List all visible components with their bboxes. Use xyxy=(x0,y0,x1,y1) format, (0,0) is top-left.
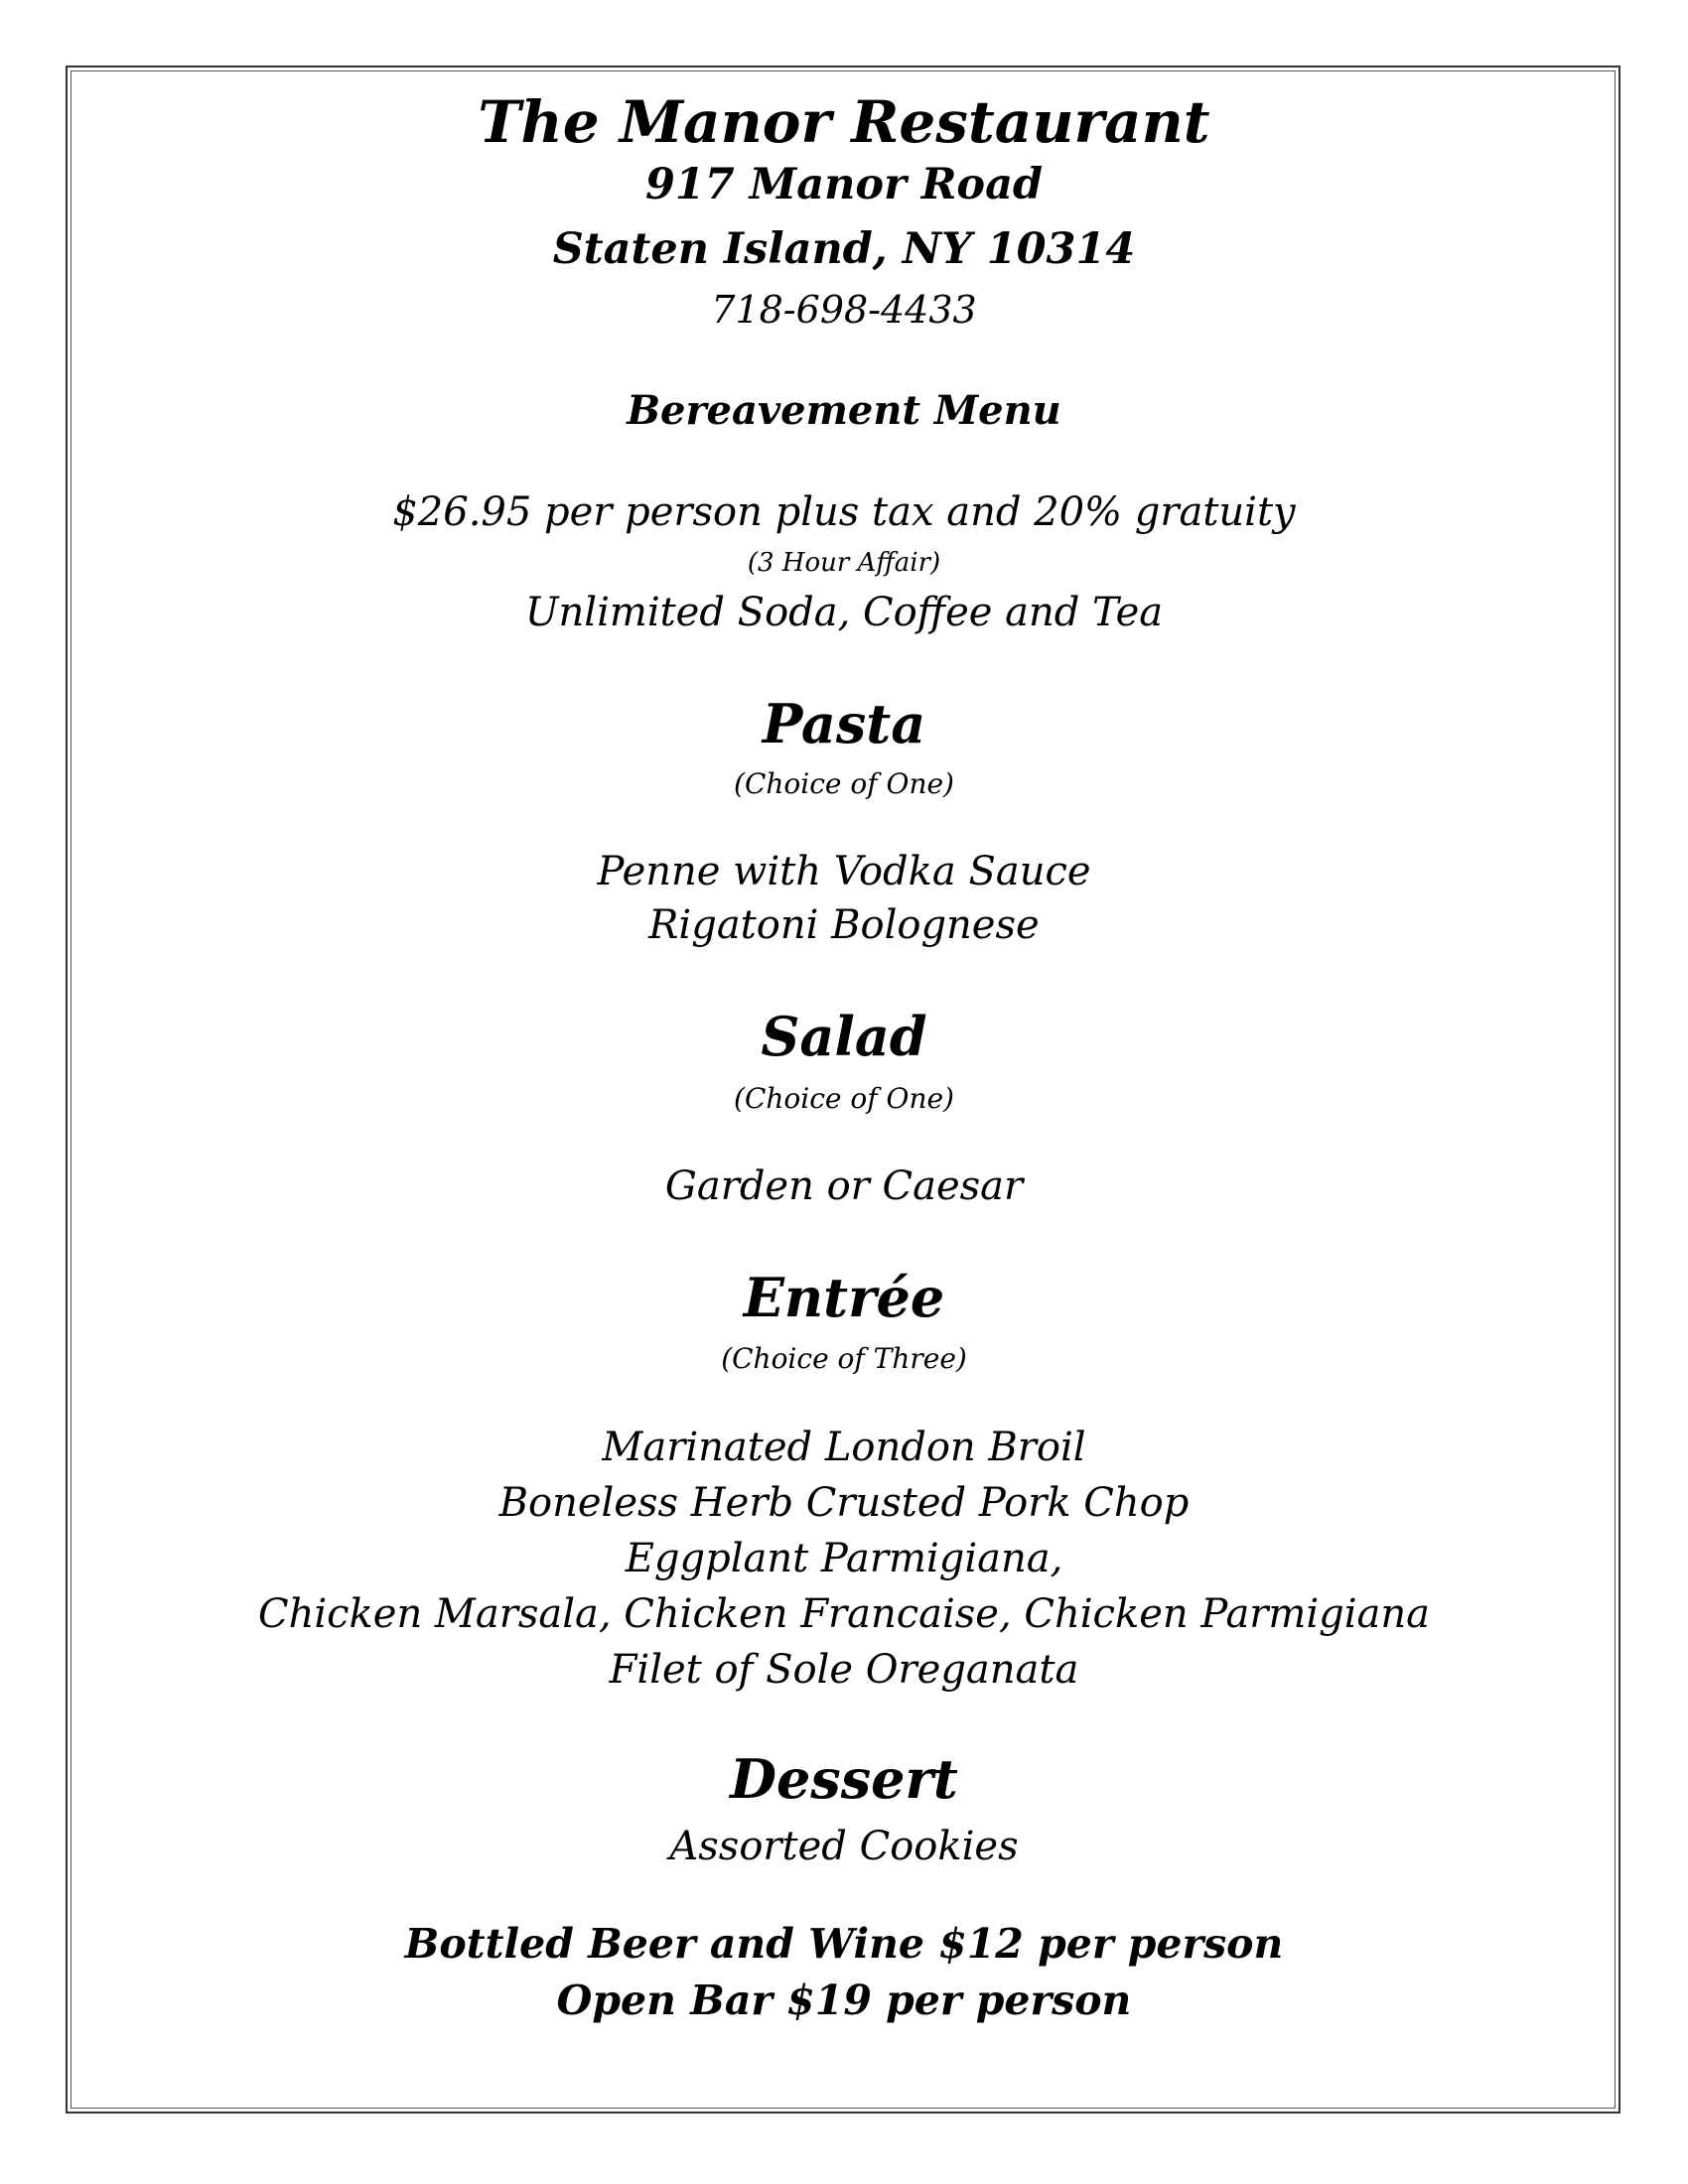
menu-item: Filet of Sole Oreganata xyxy=(609,1647,1079,1693)
address-line-1: 917 Manor Road xyxy=(644,160,1044,209)
menu-item: Assorted Cookies xyxy=(669,1824,1019,1869)
section-choice-pasta: (Choice of One) xyxy=(734,767,954,800)
menu-item: Garden or Caesar xyxy=(664,1163,1024,1209)
menu-item: Eggplant Parmigiana, xyxy=(625,1536,1063,1581)
menu-item: Marinated London Broil xyxy=(602,1425,1086,1470)
menu-item: Rigatoni Bolognese xyxy=(648,902,1040,948)
duration-note: (3 Hour Affair) xyxy=(747,548,941,578)
section-choice-salad: (Choice of One) xyxy=(734,1082,954,1115)
section-heading-entree: Entrée xyxy=(743,1266,945,1329)
price-line: $26.95 per person plus tax and 20% gratuity xyxy=(392,489,1296,535)
section-choice-entree: (Choice of Three) xyxy=(721,1342,967,1375)
menu-item: Boneless Herb Crusted Pork Chop xyxy=(498,1480,1190,1526)
section-heading-dessert: Dessert xyxy=(730,1747,958,1811)
address-line-2: Staten Island, NY 10314 xyxy=(552,224,1136,274)
beverages-line: Unlimited Soda, Coffee and Tea xyxy=(524,590,1164,635)
menu-item: Chicken Marsala, Chicken Francaise, Chicken Parmigiana xyxy=(257,1591,1431,1637)
phone-number: 718-698-4433 xyxy=(711,288,977,332)
section-heading-pasta: Pasta xyxy=(762,692,926,755)
restaurant-name: The Manor Restaurant xyxy=(478,88,1210,156)
section-heading-salad: Salad xyxy=(761,1005,927,1068)
menu-title: Bereavement Menu xyxy=(627,387,1061,434)
menu-item: Penne with Vodka Sauce xyxy=(597,849,1091,894)
bar-option-beer-wine: Bottled Beer and Wine $12 per person xyxy=(404,1920,1284,1968)
bar-option-open-bar: Open Bar $19 per person xyxy=(556,1977,1132,2024)
